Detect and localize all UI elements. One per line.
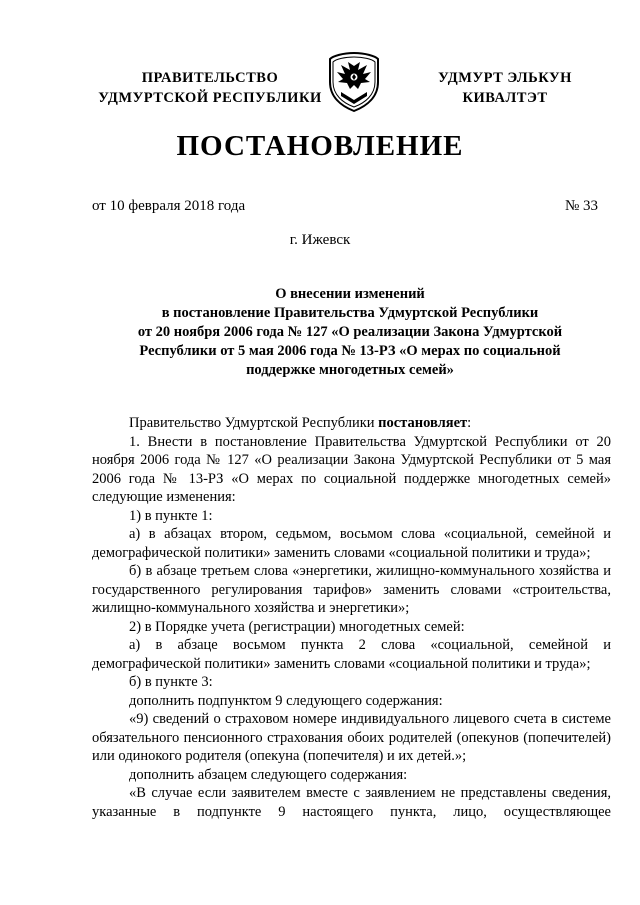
header-left-line2: УДМУРТСКОЙ РЕСПУБЛИКИ (98, 90, 322, 106)
subject-line: поддержке многодетных семей» (246, 362, 454, 378)
header-left (95, 68, 325, 108)
body-paragraph: 2) в Порядке учета (регистрации) многодетных семей: (129, 618, 465, 635)
body-paragraph: б) в пункте 3: (129, 674, 213, 690)
preamble-text: Правительство Удмуртской Республики (129, 415, 379, 431)
body-paragraph: б) в абзаце третьем слова «энергетики, жилищно-коммунального хозяйства и государственного регулирования тарифов» заменить словами «строительства, жилищно-коммунального хозяйства и энергетики»; (92, 563, 611, 616)
preamble-tail: : (467, 415, 472, 431)
preamble-paragraph (92, 414, 611, 433)
coat-of-arms-emblem-icon (327, 52, 381, 112)
document-subject (100, 285, 600, 380)
document-city: г. Ижевск (289, 232, 351, 248)
subject-line: Республики от 5 мая 2006 года № 13-РЗ «О мерах по социальной (139, 343, 561, 359)
document-date: от 10 февраля 2018 года (92, 198, 246, 214)
header-right (420, 68, 590, 108)
body-paragraph: дополнить подпунктом 9 следующего содержания: (129, 692, 443, 709)
body-paragraph: а) в абзаце восьмом пункта 2 слова «социальной, семейной и демографической политики» заменить словами «социальной политики и труда»; (92, 637, 611, 672)
subject-line: О внесении изменений (275, 286, 425, 302)
subject-line: в постановление Правительства Удмуртской Республики (161, 305, 539, 321)
body-paragraph: 1) в пункте 1: (129, 507, 213, 524)
body-paragraph: «9) сведений о страховом номере индивидуального лицевого счета в системе обязательного пенсионного страхования обоих родителей (опекунов (попечителей) или одинокого родителя (опекуна (попечителя) и их детей.»; (92, 711, 611, 764)
body-paragraph: а) в абзацах втором, седьмом, восьмом слова «социальной, семейной и демографической политики» заменить словами «социальной политики и труда»; (92, 526, 611, 561)
header-right-line1: УДМУРТ ЭЛЬКУН (438, 70, 572, 86)
body-paragraph: дополнить абзацем следующего содержания: (129, 766, 408, 783)
document-number: № 33 (564, 198, 598, 214)
document-title: ПОСТАНОВЛЕНИЕ (176, 130, 464, 162)
preamble-bold: постановляет (378, 415, 468, 431)
header-right-line2: КИВАЛТЭТ (462, 90, 548, 106)
document-body (92, 414, 611, 821)
header-left-line1: ПРАВИТЕЛЬСТВО (141, 70, 279, 86)
subject-line: от 20 ноября 2006 года № 127 «О реализации Закона Удмуртской (137, 324, 563, 340)
body-paragraph: «В случае если заявителем вместе с заявлением не представлены сведения, указанные в подпункте 9 настоящего пункта, лицо, осуществляющее (92, 785, 611, 820)
body-paragraph: 1. Внести в постановление Правительства Удмуртской Республики от 20 ноября 2006 года № 127 «О реализации Закона Удмуртской Республики от 5 мая 2006 года № 13-РЗ «О мерах по социальной поддержке многодетных семей» следующие изменения: (92, 433, 611, 505)
